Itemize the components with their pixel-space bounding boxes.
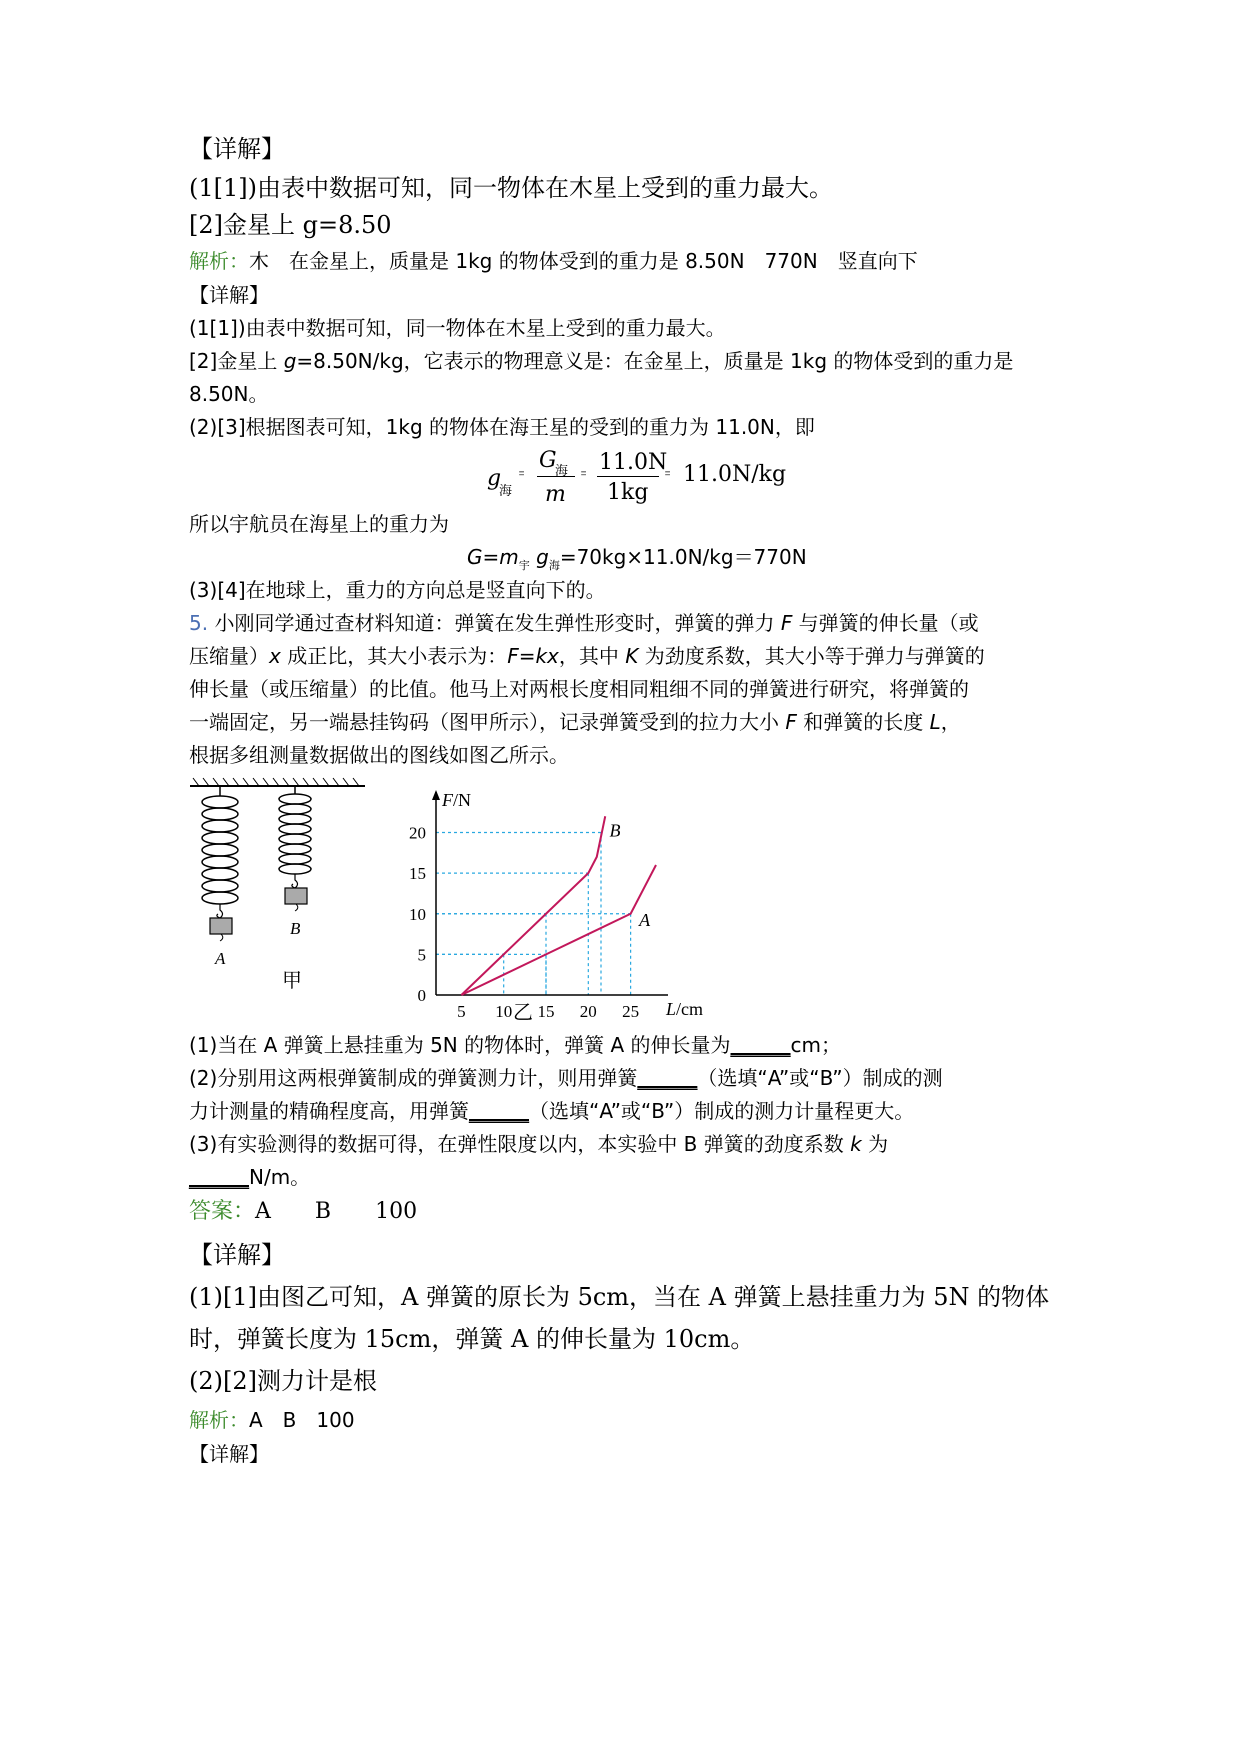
eq-m: =m xyxy=(482,545,519,569)
text-line: 8.50N。 xyxy=(189,382,269,406)
question-line xyxy=(189,1134,888,1154)
var-x: x xyxy=(269,644,281,668)
series-label-A: A xyxy=(639,909,651,930)
question-line xyxy=(189,613,979,633)
text-line: (1)[1]由图乙可知，A 弹簧的原长为 5cm，当在 A 弹簧上悬挂重力为 5N 的物体 xyxy=(189,1283,1050,1311)
text-line: (2)[3]根据图表可知，1kg 的物体在海王星的受到的重力为 11.0N，即 xyxy=(189,415,815,439)
text-span: (3)有实验测得的数据可得，在弹性限度以内，本实验中 B 弹簧的劲度系数 xyxy=(189,1132,851,1156)
question-line xyxy=(189,1035,841,1055)
x-axis-label: L/cm xyxy=(666,999,704,1019)
var-F: F xyxy=(785,710,797,734)
text-span: 为 xyxy=(861,1132,889,1156)
answer-blank[interactable]: ______ xyxy=(730,1033,791,1057)
x-tick-label: 15 xyxy=(537,1002,555,1021)
x-tick-label: 5 xyxy=(457,1002,466,1021)
formula-eq: ꞊ xyxy=(581,466,587,482)
caption-jia: 甲 xyxy=(282,968,302,992)
spring-A xyxy=(202,796,238,904)
text-span: 一端固定，另一端悬挂钩码（图甲所示），记录弹簧受到的拉力大小 xyxy=(189,710,786,734)
text-span: (2)分别用这两根弹簧制成的弹簧测力计，则用弹簧 xyxy=(189,1066,638,1090)
analysis-text: 木 在金星上，质量是 1kg 的物体受到的重力是 8.50N 770N 竖直向下 xyxy=(249,249,918,273)
y-axis-arrow xyxy=(432,790,440,800)
text-span: 成正比，其大小表示为： xyxy=(280,644,508,668)
x-tick-label: 10 xyxy=(495,1002,513,1021)
text-span: 力计测量的精确程度高，用弹簧 xyxy=(189,1099,469,1123)
question-line xyxy=(189,1167,310,1187)
question-line: 伸长量（或压缩量）的比值。他马上对两根长度相同粗细不同的弹簧进行研究，将弹簧的 xyxy=(189,677,969,701)
text-span: 和弹簧的长度 xyxy=(796,710,930,734)
var-k: k xyxy=(850,1132,862,1156)
text-span: （选填“A”或“B”）制成的测力计量程更大。 xyxy=(529,1099,915,1123)
text-span: =8.50N/kg，它表示的物理意义是：在金星上，质量是 1kg 的物体受到的重力是 xyxy=(296,349,1014,373)
text-line: [2]金星上 g=8.50 xyxy=(189,211,392,239)
text-span: 小刚同学通过查材料知道：弹簧在发生弹性形变时，弹簧的弹力 xyxy=(214,611,781,635)
y-axis-label: F/N xyxy=(442,790,471,810)
series-line-B xyxy=(461,816,605,995)
label-A: A xyxy=(215,949,226,968)
var-g: g xyxy=(536,545,549,569)
y-tick-label: 0 xyxy=(417,986,426,1005)
formula-G-sub: 海 xyxy=(555,464,569,479)
formula-num: 11.0N xyxy=(599,450,668,475)
formula-result: 11.0N/kg xyxy=(683,462,787,487)
question-number: 5. xyxy=(189,611,209,635)
var-K: K xyxy=(625,644,639,668)
answer-label: 答案： xyxy=(189,1199,256,1224)
formula-g: g xyxy=(487,466,502,491)
text-span: (1)当在 A 弹簧上悬挂重为 5N 的物体时，弹簧 A 的伸长量为 xyxy=(189,1033,731,1057)
text-span: （选填“A”或“B”）制成的测 xyxy=(697,1066,943,1090)
answer-blank[interactable]: ______ xyxy=(189,1165,249,1189)
analysis-label: 解析： xyxy=(189,249,249,273)
series-label-B: B xyxy=(609,820,621,841)
answer-values: A B 100 xyxy=(255,1199,418,1224)
var-G: G xyxy=(467,545,483,569)
analysis-line xyxy=(189,251,918,271)
formula-Fkx: F=kx xyxy=(507,644,559,668)
question-line xyxy=(189,712,961,732)
formula-eq: ꞊ xyxy=(665,466,671,482)
text-span: ， xyxy=(940,710,961,734)
x-tick-label: 20 xyxy=(579,1002,597,1021)
answer-blank[interactable]: ______ xyxy=(469,1099,529,1123)
y-tick-label: 5 xyxy=(417,945,426,965)
var-L: L xyxy=(929,710,941,734)
text-line: 所以宇航员在海星上的重力为 xyxy=(189,512,449,536)
var-g: g xyxy=(283,349,297,373)
y-tick-label: 20 xyxy=(409,823,426,843)
formula-m: m xyxy=(545,482,566,507)
text-line: (1[1])由表中数据可知，同一物体在木星上受到的重力最大。 xyxy=(189,316,726,340)
figure-yi-chart xyxy=(400,780,704,1040)
text-span: ，其中 xyxy=(558,644,626,668)
y-tick-label: 15 xyxy=(409,864,426,884)
var-F: F xyxy=(780,611,793,635)
text-line: (2)[2]测力计是根 xyxy=(189,1367,377,1395)
figure-jia-springs xyxy=(185,776,375,976)
answer-line xyxy=(189,1201,417,1223)
text-span: 压缩量） xyxy=(189,644,269,668)
text-line: (3)[4]在地球上，重力的方向总是竖直向下的。 xyxy=(189,578,606,602)
text-span: 为劲度系数，其大小等于弹力与弹簧的 xyxy=(638,644,985,668)
eq-rest: =70kg×11.0N/kg＝770N xyxy=(559,545,807,569)
sub-yu: 宇 xyxy=(518,559,530,572)
analysis-line xyxy=(189,1410,355,1430)
text-line xyxy=(189,351,1013,371)
formula-G: G xyxy=(539,448,557,473)
formula-eq: ꞊ xyxy=(519,466,525,482)
equation-line xyxy=(467,547,807,571)
analysis-text: A B 100 xyxy=(249,1408,355,1432)
weight-A xyxy=(210,918,232,934)
text-line: 时，弹簧长度为 15cm，弹簧 A 的伸长量为 10cm。 xyxy=(189,1325,755,1353)
text-span: N/m。 xyxy=(249,1165,311,1189)
spring-B xyxy=(279,794,311,874)
detail-heading: 【详解】 xyxy=(189,283,269,307)
text-span: 与弹簧的伸长量（或 xyxy=(792,611,979,635)
fraction-bar xyxy=(537,476,575,477)
analysis-label: 解析： xyxy=(189,1408,249,1432)
text-line: (1[1])由表中数据可知，同一物体在木星上受到的重力最大。 xyxy=(189,174,833,202)
detail-heading: 【详解】 xyxy=(189,135,285,163)
y-tick-label: 10 xyxy=(409,904,426,924)
formula-g-sub: 海 xyxy=(499,484,513,499)
fraction-bar xyxy=(597,476,659,477)
text-span: [2]金星上 xyxy=(189,349,284,373)
label-B: B xyxy=(290,919,301,938)
detail-heading: 【详解】 xyxy=(189,1241,285,1269)
text-span: cm； xyxy=(790,1033,842,1057)
question-line xyxy=(189,1068,943,1088)
question-line xyxy=(189,646,985,666)
series-line-A xyxy=(461,865,656,995)
answer-blank[interactable]: ______ xyxy=(637,1066,698,1090)
caption-yi: 乙 xyxy=(513,1000,533,1024)
question-line xyxy=(189,1101,914,1121)
detail-heading: 【详解】 xyxy=(189,1442,269,1466)
weight-B xyxy=(285,888,307,904)
question-line: 根据多组测量数据做出的图线如图乙所示。 xyxy=(189,743,569,767)
formula-den: 1kg xyxy=(607,480,649,505)
x-tick-label: 25 xyxy=(622,1002,640,1021)
ceiling-hatch xyxy=(193,778,359,786)
sub-hai: 海 xyxy=(548,559,560,572)
formula-gravity xyxy=(487,448,787,508)
